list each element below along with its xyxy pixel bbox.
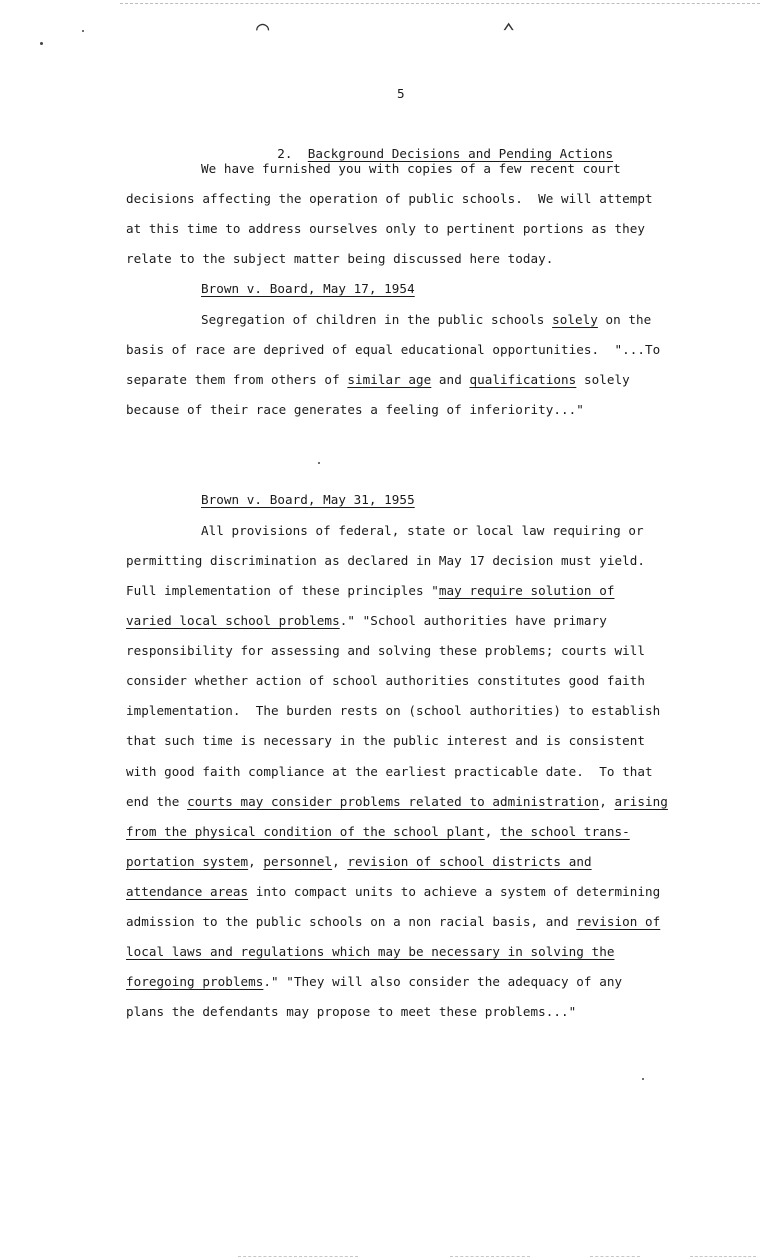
text-line: Segregation of children in the public schools solely on the (201, 312, 652, 327)
text-line: implementation. The burden rests on (school authorities) to establish (126, 703, 661, 718)
case-title-1955: Brown v. Board, May 31, 1955 (201, 492, 415, 507)
text-line: All provisions of federal, state or local law requiring or (201, 523, 644, 538)
text-line: attendance areas into compact units to achieve a system of determining (126, 884, 661, 899)
text-line: with good faith compliance at the earliest practicable date. To that (126, 764, 653, 779)
text-line: decisions affecting the operation of public schools. We will attempt (126, 191, 653, 206)
case-title-1954: Brown v. Board, May 17, 1954 (201, 281, 415, 296)
section-heading (262, 131, 613, 161)
page-number: 5 (397, 86, 405, 101)
text-line: because of their race generates a feeling of inferiority..." (126, 402, 584, 417)
text-line: Full implementation of these principles "may require solution of (126, 583, 615, 598)
page-top-edge (120, 3, 760, 4)
scan-mark-right: ⌃ (502, 20, 516, 45)
text-line: permitting discrimination as declared in May 17 decision must yield. (126, 553, 645, 568)
text-line: at this time to address ourselves only to pertinent portions as they (126, 221, 645, 236)
text-line: relate to the subject matter being discussed here today. (126, 251, 554, 266)
scan-mark-left: ⌒ (256, 16, 270, 41)
text-line: We have furnished you with copies of a few recent court (201, 161, 621, 176)
text-line: responsibility for assessing and solving these problems; courts will (126, 643, 645, 658)
text-line: that such time is necessary in the public interest and is consistent (126, 733, 645, 748)
text-line: admission to the public schools on a non racial basis, and revision of (126, 914, 661, 929)
scan-speck (40, 42, 43, 45)
scan-speck (82, 30, 84, 32)
page-bottom-edge (450, 1256, 530, 1257)
text-line: plans the defendants may propose to meet these problems..." (126, 1004, 577, 1019)
section-number: 2. (277, 146, 293, 161)
scan-speck (642, 1078, 644, 1080)
scan-speck (318, 462, 320, 464)
text-line: consider whether action of school authorities constitutes good faith (126, 673, 645, 688)
page-bottom-edge (238, 1256, 358, 1257)
text-line: separate them from others of similar age and qualifications solely (126, 372, 630, 387)
text-line: basis of race are deprived of equal educational opportunities. "...To (126, 342, 661, 357)
text-line: foregoing problems." "They will also consider the adequacy of any (126, 974, 623, 989)
page-bottom-edge (590, 1256, 640, 1257)
text-line: from the physical condition of the school plant, the school trans- (126, 824, 630, 839)
text-line: local laws and regulations which may be necessary in solving the (126, 944, 615, 959)
text-line: portation system, personnel, revision of school districts and (126, 854, 592, 869)
section-title: Background Decisions and Pending Actions (307, 146, 614, 161)
text-line: end the courts may consider problems related to administration, arising (126, 794, 668, 809)
text-line: varied local school problems." "School authorities have primary (126, 613, 607, 628)
page-bottom-edge (690, 1256, 756, 1257)
